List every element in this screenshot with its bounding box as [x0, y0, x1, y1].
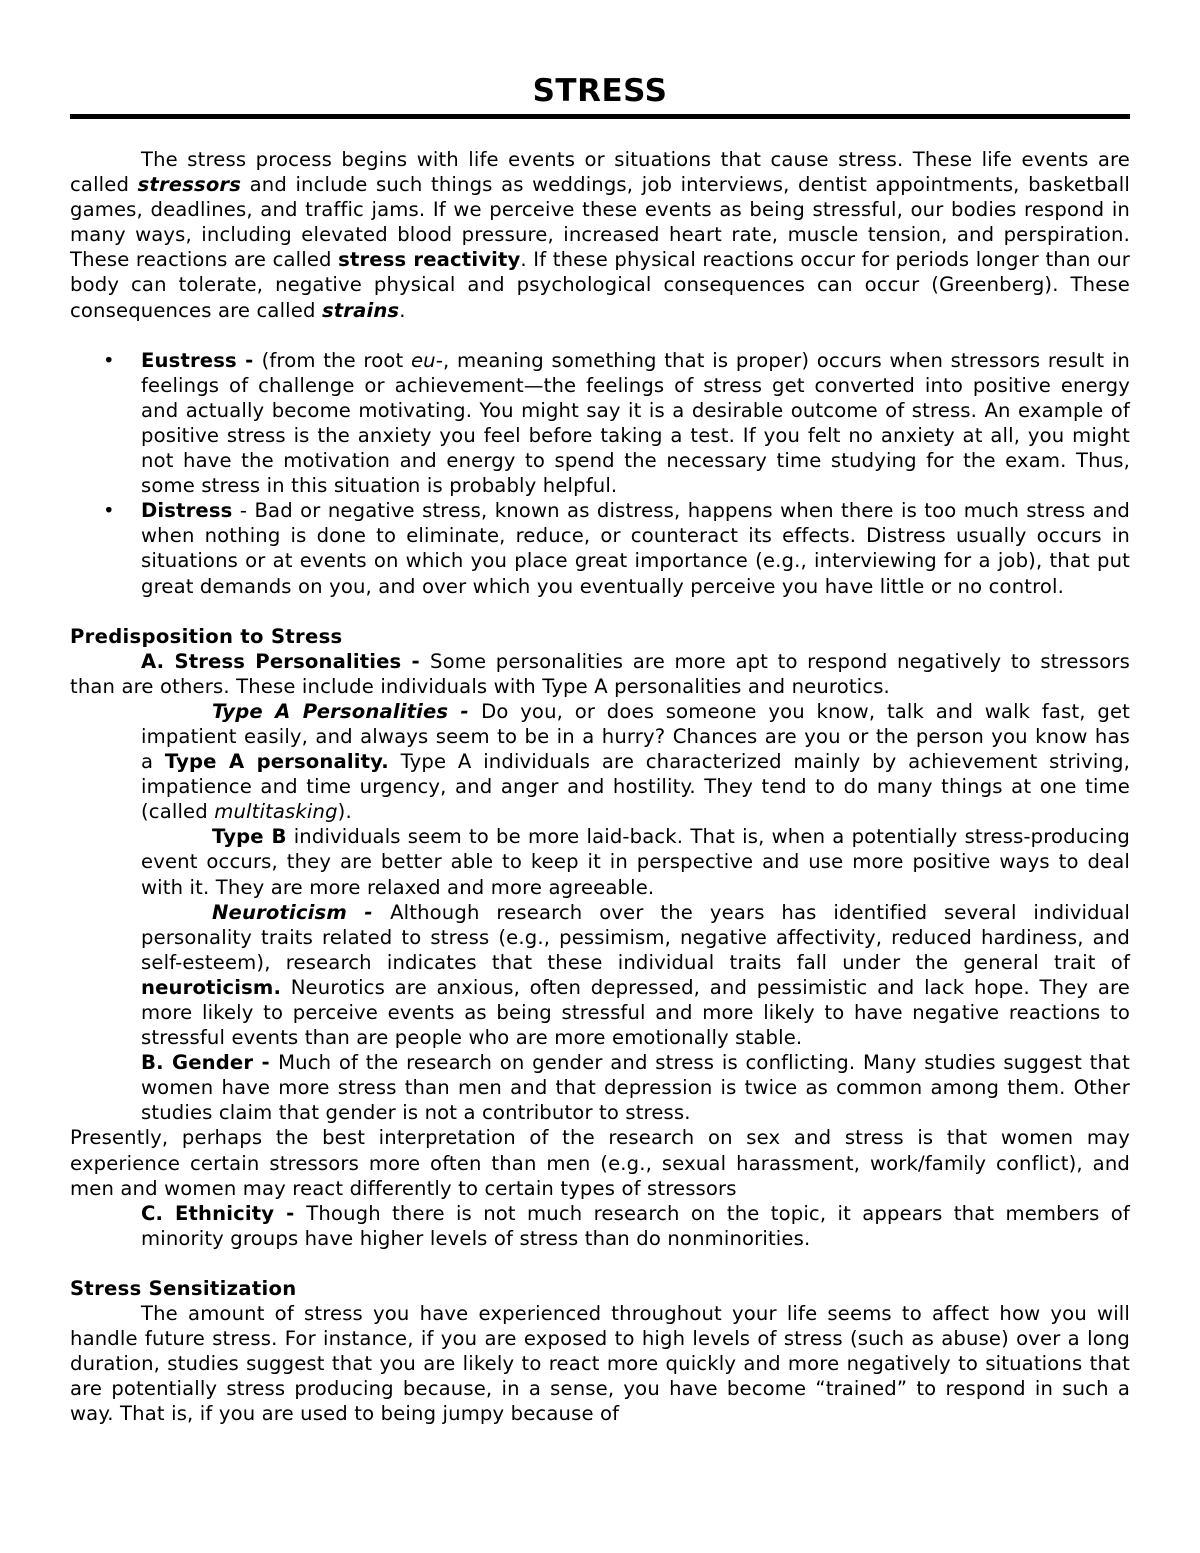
- term-type-a-personality: Type A personality.: [164, 750, 389, 774]
- para-type-b: [70, 824, 1130, 899]
- stress-types-list: [70, 348, 1130, 599]
- para-gender: [70, 1050, 1130, 1125]
- bullet-icon: •: [103, 348, 115, 372]
- neuroticism-text-1: Although research over the years has identified several individual personality traits related to stress (e.g., pessimism, negative affectivity, reduced hardiness, and self-esteem), research indicates that these individual traits fall under the general trait of: [141, 900, 1130, 974]
- section-heading-predisposition: Predisposition to Stress: [70, 624, 343, 648]
- para-type-a: [70, 699, 1130, 824]
- term-type-b: Type B: [212, 825, 287, 849]
- para-neuroticism: [70, 900, 1130, 1051]
- gender-text: Much of the research on gender and stress is conflicting. Many studies suggest that women have more stress than men and that depression is twice as common among them. Other studies claim that gender is not a contributor to stress.: [141, 1051, 1130, 1125]
- term-gender: B. Gender -: [141, 1051, 279, 1075]
- document-page: [70, 0, 1130, 1427]
- section-heading-sensitization: Stress Sensitization: [70, 1276, 297, 1300]
- distress-text: - Bad or negative stress, known as distress, happens when there is too much stress and when nothing is done to eliminate, reduce, or counteract its effects. Distress usually occurs in situations or at events on which you place great importance (e.g., interviewing for a job), that put great demands on you, and over which you eventually perceive you have little or no control.: [141, 499, 1130, 598]
- term-neuroticism-bold: neuroticism.: [141, 975, 282, 999]
- term-strains: strains: [321, 298, 400, 322]
- para-stress-personalities: [70, 649, 1130, 699]
- type-b-text: individuals seem to be more laid-back. That is, when a potentially stress-producing event occurs, they are better able to keep it in perspective and use more positive ways to deal with it. They are more relaxed and more agreeable.: [141, 825, 1130, 899]
- eustress-text-2: , meaning something that is proper) occurs when stressors result in feelings of challenge or achievement—the feelings of stress get converted into positive energy and actually become motivating. You might say it is a desirable outcome of stress. An example of positive stress is the anxiety you feel before taking a test. If you felt no anxiety at all, you might not have the motivation and energy to spend the necessary time studying for the exam. Thus, some stress in this situation is probably helpful.: [141, 348, 1130, 498]
- term-distress: Distress: [141, 499, 233, 523]
- intro-text-3: . If these physical reactions occur for periods longer than our body can tolerate, negative physical and psychological consequences can occur (Greenberg). These consequences are called: [70, 248, 1130, 322]
- section-predisposition: [70, 624, 1130, 1251]
- term-stressors: stressors: [137, 173, 242, 197]
- type-a-text-2: Type A individuals are characterized mainly by achievement striving, impatience and time urgency, and anger and hostility. They tend to do many things at one time (called: [141, 750, 1130, 824]
- section-sensitization: [70, 1276, 1130, 1427]
- page-title: STRESS: [532, 73, 668, 109]
- para-ethnicity: [70, 1201, 1130, 1251]
- type-a-text-1: Do you, or does someone you know, talk and walk fast, get impatient easily, and always seem to be in a hurry? Chances are you or the person you know has a: [141, 699, 1130, 774]
- term-type-a: Type A Personalities -: [212, 699, 482, 723]
- stress-personalities-text: Some personalities are more apt to respond negatively to stressors than are others. These include individuals with Type A personalities and neurotics.: [70, 649, 1130, 698]
- term-stress-reactivity: stress reactivity: [338, 248, 521, 272]
- eustress-text-1: (from the root: [261, 348, 411, 372]
- para-sensitization: The amount of stress you have experienced throughout your life seems to affect how you will handle future stress. For instance, if you are exposed to high levels of stress (such as abuse) over a long duration, studies suggest that you are likely to react more quickly and more negatively to situations that are potentially stress producing because, in a sense, you have become “trained” to respond in such a way. That is, if you are used to being jumpy because of: [70, 1302, 1130, 1426]
- list-item-eustress: [103, 348, 1130, 499]
- intro-text-4: .: [399, 298, 406, 322]
- term-neuroticism: Neuroticism -: [212, 900, 391, 924]
- eustress-root: eu-: [410, 348, 443, 372]
- term-eustress: Eustress -: [141, 348, 262, 372]
- intro-text-1: The stress process begins with life events or situations that cause stress. These life events are called: [70, 148, 1130, 197]
- type-a-text-3: ).: [337, 800, 352, 824]
- term-multitasking: multitasking: [214, 800, 338, 824]
- intro-paragraph: [70, 147, 1130, 323]
- ethnicity-text: Though there is not much research on the topic, it appears that members of minority groups have higher levels of stress than do nonminorities.: [141, 1201, 1130, 1250]
- neuroticism-text-2: Neurotics are anxious, often depressed, and pessimistic and lack hope. They are more likely to perceive events as being stressful and more likely to have negative reactions to stressful events than are people who are more emotionally stable.: [141, 975, 1130, 1050]
- bullet-icon: •: [103, 499, 115, 523]
- intro-text-2: and include such things as weddings, job interviews, dentist appointments, basketball games, deadlines, and traffic jams. If we perceive these events as being stressful, our bodies respond in many ways, including elevated blood pressure, increased heart rate, muscle tension, and perspiration. These reactions are called: [70, 173, 1130, 272]
- para-presently: Presently, perhaps the best interpretation of the research on sex and stress is that women may experience certain stressors more often than men (e.g., sexual harassment, work/family conflict), and men and women may react differently to certain types of stressors: [70, 1126, 1130, 1200]
- term-ethnicity: C. Ethnicity -: [141, 1201, 307, 1225]
- term-stress-personalities: A. Stress Personalities -: [141, 649, 430, 673]
- title-rule: [70, 114, 1130, 119]
- list-item-distress: [103, 498, 1130, 598]
